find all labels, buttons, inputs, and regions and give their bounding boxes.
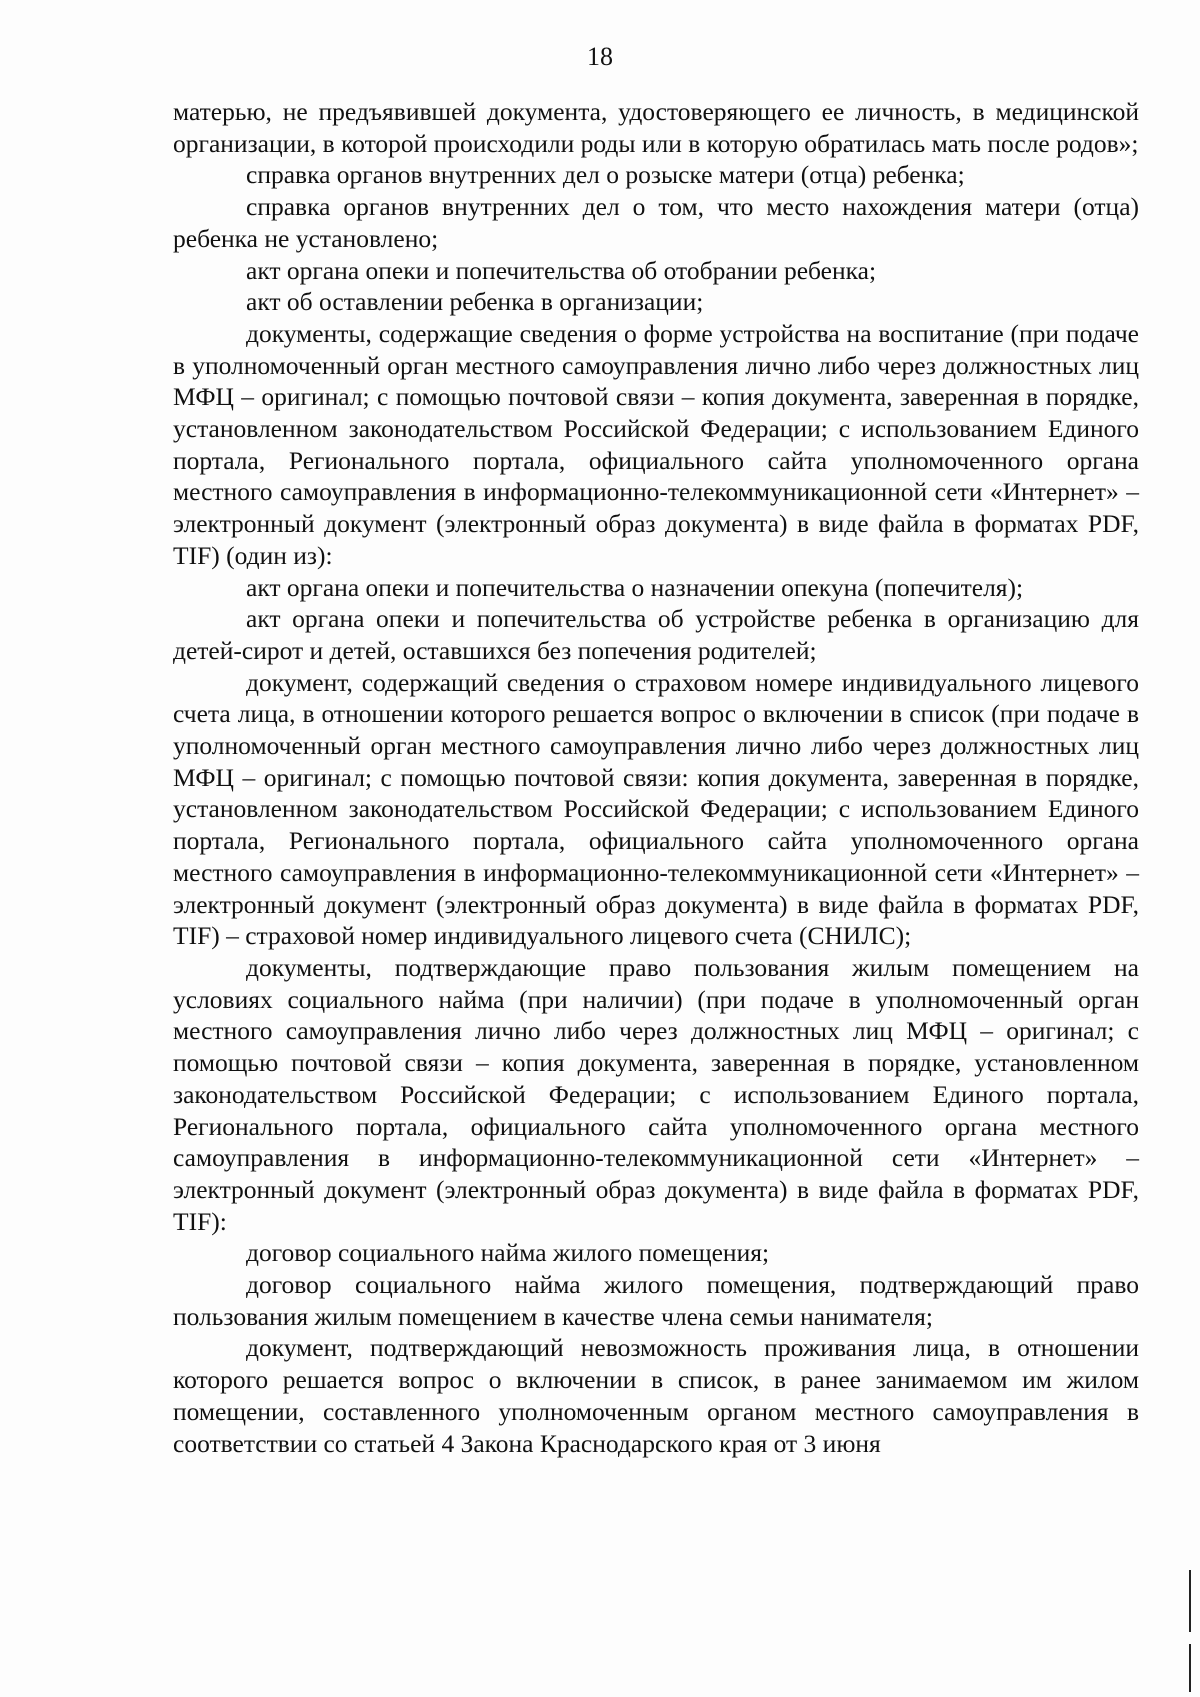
paragraph: акт органа опеки и попечительства об устройстве ребенка в организацию для детей-сирот и детей, оставшихся без попечения родителей;	[173, 604, 1139, 665]
paragraph: справка органов внутренних дел о розыске матери (отца) ребенка;	[246, 160, 965, 190]
paragraph: акт об оставлении ребенка в организации;	[246, 287, 704, 317]
paragraph: акт органа опеки и попечительства о назначении опекуна (попечителя);	[246, 572, 1024, 602]
paragraph: документы, подтверждающие право пользования жилым помещением на условиях социального найма (при наличии) (при подаче в уполномоченный орган местного самоуправления лично либо через должностных лиц МФЦ – оригинал; с помощью почтовой связи – копия документа, заверенная в порядке, установленном законодательством Российской Федерации; с использованием Единого портала, Регионального портала, официального сайта уполномоченного органа местного самоуправления в информационно-телекоммуникационной сети «Интернет» – электронный документ (электронный образ документа) в виде файла в форматах PDF, TIF):	[173, 952, 1139, 1236]
paragraph: акт органа опеки и попечительства об отобрании ребенка;	[246, 255, 877, 285]
scan-edge-mark	[1189, 1644, 1191, 1692]
page-number: 18	[587, 42, 613, 71]
document-body	[173, 96, 1139, 1459]
scan-edge-mark	[1189, 1570, 1191, 1632]
paragraph: договор социального найма жилого помещения, подтверждающий право пользования жилым помещением в качестве члена семьи нанимателя;	[173, 1270, 1139, 1331]
paragraph: справка органов внутренних дел о том, что место нахождения матери (отца) ребенка не установлено;	[173, 192, 1139, 253]
paragraph: документ, подтверждающий невозможность проживания лица, в отношении которого решается вопрос о включении в список, в ранее занимаемом им жилом помещении, составленного уполномоченным органом местного самоуправления в соответствии со статьей 4 Закона Краснодарского края от 3 июня	[173, 1333, 1139, 1458]
paragraph: документ, содержащий сведения о страховом номере индивидуального лицевого счета лица, в отношении которого решается вопрос о включении в список (при подаче в уполномоченный орган местного самоуправления лично либо через должностных лиц МФЦ – оригинал; с помощью почтовой связи: копия документа, заверенная в порядке, установленном законодательством Российской Федерации; с использованием Единого портала, Регионального портала, официального сайта уполномоченного органа местного самоуправления в информационно-телекоммуникационной сети «Интернет» – электронный документ (электронный образ документа) в виде файла в форматах PDF, TIF) – страховой номер индивидуального лицевого счета (СНИЛС);	[173, 667, 1139, 951]
paragraph: матерью, не предъявившей документа, удостоверяющего ее личность, в медицинской организации, в которой происходили роды или в которую обратилась мать после родов»;	[173, 97, 1139, 158]
paragraph: договор социального найма жилого помещения;	[246, 1238, 770, 1268]
paragraph: документы, содержащие сведения о форме устройства на воспитание (при подаче в уполномоченный орган местного самоуправления лично либо через должностных лиц МФЦ – оригинал; с помощью почтовой связи – копия документа, заверенная в порядке, установленном законодательством Российской Федерации; с использованием Единого портала, Регионального портала, официального сайта уполномоченного органа местного самоуправления в информационно-телекоммуникационной сети «Интернет» – электронный документ (электронный образ документа) в виде файла в форматах PDF, TIF) (один из):	[173, 318, 1139, 570]
